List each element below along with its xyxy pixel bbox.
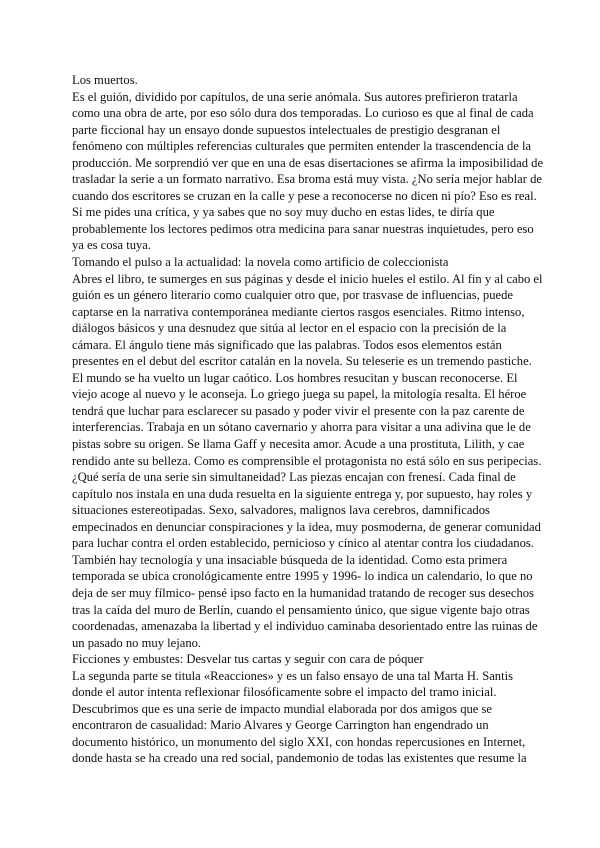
text-line: parte ficcional hay un ensayo donde supuestos intelectuales de prestigio desgranan el [72,122,501,137]
section-heading [72,651,542,668]
text-line: producción. Me sorprendió ver que en una de esas disertaciones se afirma la imposibilidad de [72,155,544,170]
text-line: El mundo se ha vuelto un lugar caótico. Los hombres resucitan y buscan reconocerse. El [72,370,518,385]
text-line: Descubrimos que es una serie de impacto mundial elaborada por dos amigos que se [72,701,493,716]
text-line: tendrá que luchar para esclarecer su pasado y poder vivir el presente con la paz carente de [72,403,525,418]
text-line: como una obra de arte, por eso sólo dura dos temporadas. Lo curioso es que al final de cada [72,106,534,121]
text-line: encontraron de casualidad: Mario Alvares y George Carrington han engendrado un [72,718,489,733]
text-line: Si me pides una crítica, y ya sabes que no soy muy ducho en estas lides, te diría que [72,205,495,220]
text-line: diálogos básicos y una desnudez que sitúa al lector en el espacio con la precisión de la [72,321,507,336]
text-line: viejo acoge al nuevo y le aconseja. Lo griego juega su papel, la mitología resalta. El héroe [72,387,527,402]
text-line: Abres el libro, te sumerges en sus páginas y desde el inicio hueles el estilo. Al fin y al cabo el [72,271,543,286]
document-page [72,72,542,767]
text-line: capítulo nos instala en una duda resuelta en la siguiente entrega y, por supuesto, hay roles y [72,486,533,501]
section-heading [72,254,542,271]
text-line: guión es un género literario como cualquier otro que, por trasvase de influencias, puede [72,288,513,303]
text-line: Es el guión, dividido por capítulos, de una serie anómala. Sus autores prefirieron tratarla [72,89,518,104]
text-line: deja de ser muy fílmico- pensé ipso facto en la humanidad tratando de recoger sus desechos [72,585,534,600]
text-line: donde el autor intenta reflexionar filosóficamente sobre el impacto del tramo inicial. [72,685,497,700]
text-line: para luchar contra el orden establecido, pernicioso y cínico al atentar contra los ciudadanos. [72,536,534,551]
text-line: La segunda parte se titula «Reacciones» y es un falso ensayo de una tal Marta H. Santis [72,668,513,683]
text-line: situaciones estereotipadas. Sexo, salvadores, malignos lava cerebros, damnificados [72,503,490,518]
paragraph [72,89,542,254]
text-line: probablemente los lectores pedimos otra medicina para sanar nuestras inquietudes, pero eso [72,221,534,236]
text-line: cámara. El ángulo tiene más significado que las palabras. Todos esos elementos están [72,337,502,352]
text-line: cuando dos escritores se cruzan en la calle y pese a reconocerse no dicen ni pío? Eso es real. [72,188,537,203]
text-line: fenómeno con múltiples referencias culturales que permiten entender la trascendencia de la [72,139,532,154]
text-line: Los muertos. [72,73,138,87]
text-line: documento histórico, un monumento del siglo XXI, con hondas repercusiones en Internet, [72,734,526,749]
text-line: ¿Qué sería de una serie sin simultaneidad? Las piezas encajan con frenesí. Cada final de [72,470,516,485]
text-line: temporada se ubica cronológicamente entre 1995 y 1996- lo indica un calendario, lo que no [72,569,533,584]
text-line: trasladar la serie a un formato narrativo. Esa broma está muy vista. ¿No sería mejor hablar de [72,172,542,187]
text-line: ya es cosa tuya. [72,238,152,253]
text-line: empecinados en denunciar conspiraciones y la idea, muy posmoderna, de generar comunidad [72,519,541,534]
text-line: captarse en la narrativa contemporánea mediante ciertos rasgos esenciales. Ritmo intenso, [72,304,525,319]
text-line: rendido ante su belleza. Como es comprensible el protagonista no está sólo en sus peripecias. [72,453,542,468]
text-line: interferencias. Trabaja en un sótano cavernario y ahorra para visitar a una adivina que le de [72,420,531,435]
text-line: coordenadas, amenazaba la libertad y el individuo caminaba desorientado entre las ruinas de [72,619,538,634]
text-line: También hay tecnología y una insaciable búsqueda de la identidad. Como esta primera [72,552,508,567]
text-line: un pasado no muy lejano. [72,635,202,650]
paragraph [72,271,542,652]
text-line: presentes en el debut del escritor catalán en la novela. Su teleserie es un tremendo pastiche. [72,354,532,369]
text-line: Ficciones y embustes: Desvelar tus cartas y seguir con cara de póquer [72,652,424,667]
section-heading [72,72,542,89]
text-line: tras la caída del muro de Berlín, cuando el pensamiento único, que sigue vigente bajo otras [72,602,530,617]
text-line: donde hasta se ha creado una red social, pandemonio de todas las existentes que resume la [72,751,527,766]
text-line: pistas sobre su origen. Se llama Gaff y necesita amor. Acude a una prostituta, Lilith, y cae [72,437,525,452]
text-line: Tomando el pulso a la actualidad: la novela como artificio de coleccionista [72,255,449,270]
paragraph [72,668,542,767]
